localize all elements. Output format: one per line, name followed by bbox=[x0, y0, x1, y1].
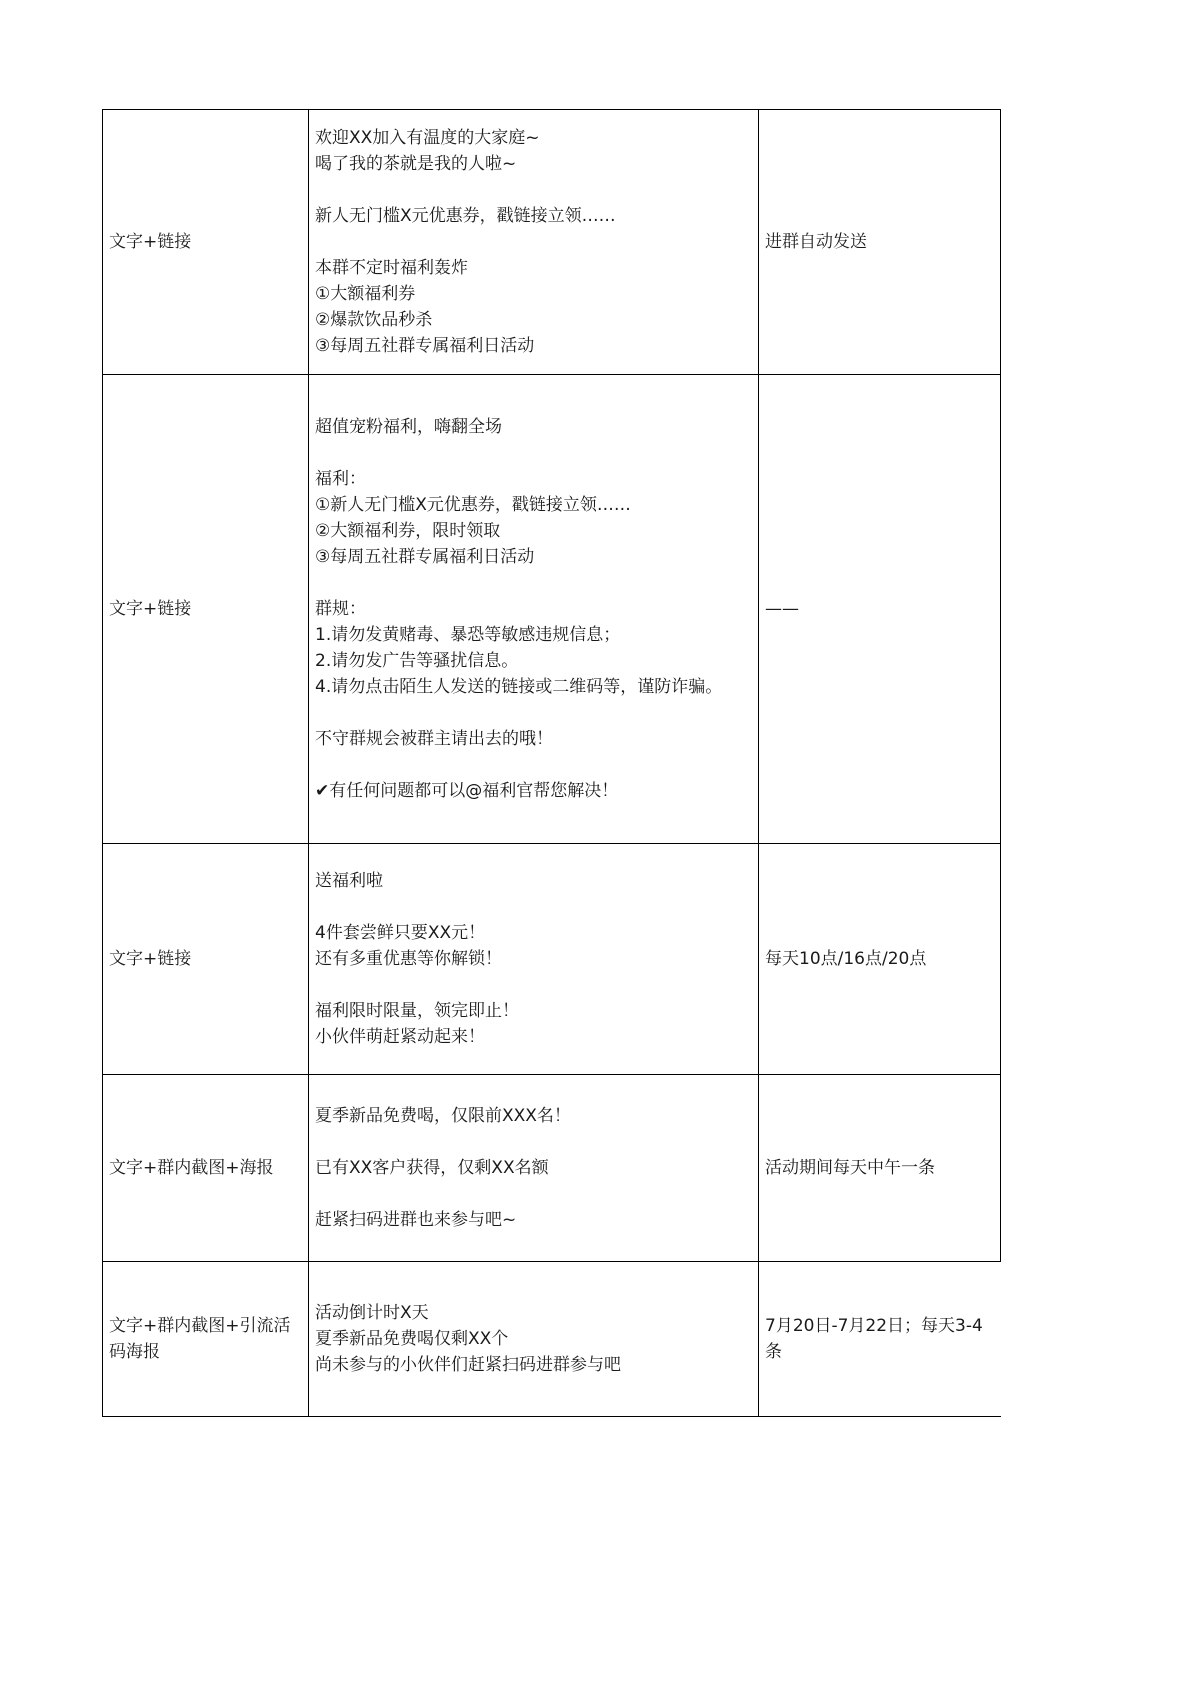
schedule-cell: 进群自动发送 bbox=[759, 110, 1001, 375]
table-row bbox=[103, 110, 1001, 375]
format-cell: 文字+群内截图+引流活码海报 bbox=[103, 1262, 309, 1417]
schedule-cell: 每天10点/16点/20点 bbox=[759, 844, 1001, 1075]
schedule-cell: 7月20日-7月22日；每天3-4条 bbox=[759, 1262, 1001, 1417]
table-row bbox=[103, 1075, 1001, 1262]
format-cell: 文字+群内截图+海报 bbox=[103, 1075, 309, 1262]
schedule-cell: 活动期间每天中午一条 bbox=[759, 1075, 1001, 1262]
format-cell: 文字+链接 bbox=[103, 375, 309, 844]
community-message-plan-table bbox=[102, 109, 1001, 1417]
format-cell: 文字+链接 bbox=[103, 110, 309, 375]
format-cell: 文字+链接 bbox=[103, 844, 309, 1075]
table-row bbox=[103, 1262, 1001, 1417]
message-content-cell: 欢迎XX加入有温度的大家庭~ 喝了我的茶就是我的人啦~ 新人无门槛X元优惠券，戳链接立领…… 本群不定时福利轰炸 ①大额福利券 ②爆款饮品秒杀 ③每周五社群专属福利日活动 bbox=[309, 110, 759, 375]
schedule-cell: —— bbox=[759, 375, 1001, 844]
message-content-cell: 活动倒计时X天 夏季新品免费喝仅剩XX个 尚未参与的小伙伴们赶紧扫码进群参与吧 bbox=[309, 1262, 759, 1417]
message-content-cell: 夏季新品免费喝，仅限前XXX名！ 已有XX客户获得，仅剩XX名额 赶紧扫码进群也来参与吧~ bbox=[309, 1075, 759, 1262]
table-row bbox=[103, 375, 1001, 844]
table-row bbox=[103, 844, 1001, 1075]
message-content-cell: 超值宠粉福利，嗨翻全场 福利： ①新人无门槛X元优惠券，戳链接立领…… ②大额福利券，限时领取 ③每周五社群专属福利日活动 群规： 1.请勿发黄赌毒、暴恐等敏感违规信息； 2.请勿发广告等骚扰信息。 4.请勿点击陌生人发送的链接或二维码等，谨防诈骗。 不守群规会被群主请出去的哦！ ✔有任何问题都可以@福利官帮您解决！ bbox=[309, 375, 759, 844]
message-content-cell: 送福利啦 4件套尝鲜只要XX元！ 还有多重优惠等你解锁！ 福利限时限量，领完即止！ 小伙伴萌赶紧动起来！ bbox=[309, 844, 759, 1075]
